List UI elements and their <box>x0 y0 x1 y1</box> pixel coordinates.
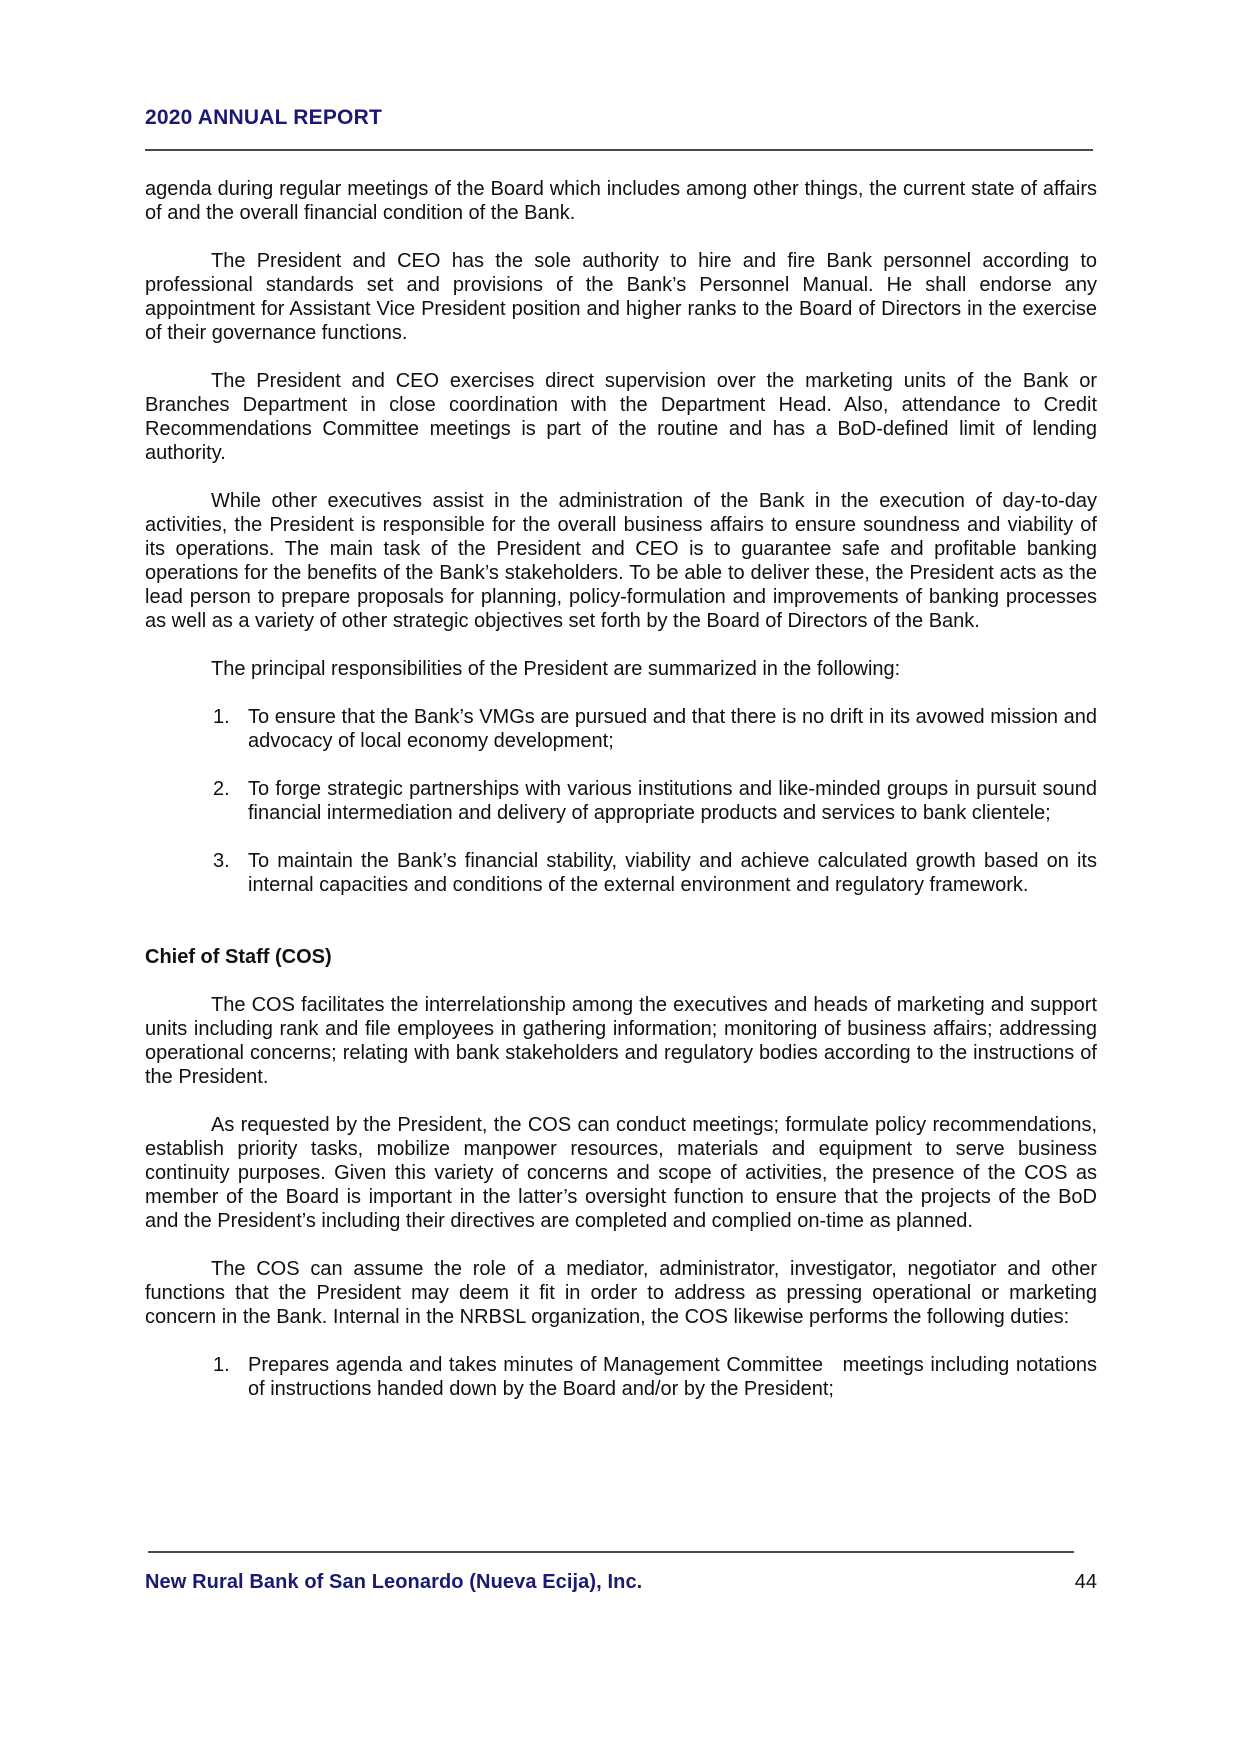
paragraph-principal-intro: The principal responsibilities of the President are summarized in the following: <box>211 658 901 680</box>
list-number: 1. <box>213 706 230 728</box>
page-number: 44 <box>1074 1571 1097 1593</box>
list-item-president-duty-3 <box>145 849 1097 897</box>
paragraph-cos-assume: The COS can assume the role of a mediator, administrator, investigator, negotiator and other functions that the President may deem it fit in order to address as pressing operational or marketing concern in the Bank. Internal in the NRBSL organization, the COS likewise performs the following duties: <box>145 1258 1097 1328</box>
list-item-text: To maintain the Bank’s financial stability, viability and achieve calculated growth based on its internal capacities and conditions of the external environment and regulatory framework. <box>248 850 1097 896</box>
section-heading-chief-of-staff: Chief of Staff (COS) <box>145 946 332 968</box>
page-header-title: 2020 ANNUAL REPORT <box>145 106 382 129</box>
paragraph-president-overall: While other executives assist in the administration of the Bank in the execution of day-to-day activities, the President is responsible for the overall business affairs to ensure soundness and viability of its operations. The main task of the President and CEO is to guarantee safe and profitable banking operations for the benefits of the Bank’s stakeholders. To be able to deliver these, the President acts as the lead person to prepare proposals for planning, policy-formulation and improvements of banking processes as well as a variety of other strategic objectives set forth by the Board of Directors of the Bank. <box>145 490 1097 632</box>
footer-rule <box>148 1551 1074 1553</box>
paragraph-cos-facilitates: The COS facilitates the interrelationship among the executives and heads of marketing and support units including rank and file employees in gathering information; monitoring of business affairs; addressing operational concerns; relating with bank stakeholders and regulatory bodies according to the instructions of the President. <box>145 994 1097 1088</box>
paragraph-cos-requested: As requested by the President, the COS can conduct meetings; formulate policy recommendations, establish priority tasks, mobilize manpower resources, materials and equipment to serve business continuity purposes. Given this variety of concerns and scope of activities, the presence of the COS as member of the Board is important in the latter’s oversight function to ensure that the projects of the BoD and the President’s including their directives are completed and complied on-time as planned. <box>145 1114 1097 1232</box>
page-header <box>145 0 1097 151</box>
cos-duties-list <box>145 1353 1103 1401</box>
header-rule <box>145 149 1093 151</box>
president-duties-list <box>145 705 1097 897</box>
paragraph-agenda: agenda during regular meetings of the Board which includes among other things, the current state of affairs of and the overall financial condition of the Bank. <box>145 178 1097 224</box>
paragraph-president-supervision: The President and CEO exercises direct supervision over the marketing units of the Bank or Branches Department in close coordination with the Department Head. Also, attendance to Credit Recommendations Committee meetings is part of the routine and has a BoD-defined limit of lending authority. <box>145 370 1097 464</box>
document-body <box>145 177 1103 1401</box>
list-item-text: To ensure that the Bank’s VMGs are pursued and that there is no drift in its avowed mission and advocacy of local economy development; <box>248 706 1097 752</box>
list-item-text: To forge strategic partnerships with various institutions and like-minded groups in pursuit sound financial intermediation and delivery of appropriate products and services to bank clientele; <box>248 778 1097 824</box>
list-number: 1. <box>213 1354 230 1376</box>
list-number: 2. <box>213 778 230 800</box>
list-item-president-duty-1 <box>145 705 1097 753</box>
list-item-text: Prepares agenda and takes minutes of Management Committee meetings including notations of instructions handed down by the Board and/or by the President; <box>248 1354 1103 1400</box>
list-number: 3. <box>213 850 230 872</box>
footer-bank-name: New Rural Bank of San Leonardo (Nueva Ecija), Inc. <box>145 1571 643 1593</box>
paragraph-president-hire: The President and CEO has the sole authority to hire and fire Bank personnel according to professional standards set and provisions of the Bank’s Personnel Manual. He shall endorse any appointment for Assistant Vice President position and higher ranks to the Board of Directors in the exercise of their governance functions. <box>145 250 1097 344</box>
list-item-cos-duty-1 <box>145 1353 1103 1401</box>
page-footer <box>145 1570 1097 1594</box>
list-item-president-duty-2 <box>145 777 1097 825</box>
